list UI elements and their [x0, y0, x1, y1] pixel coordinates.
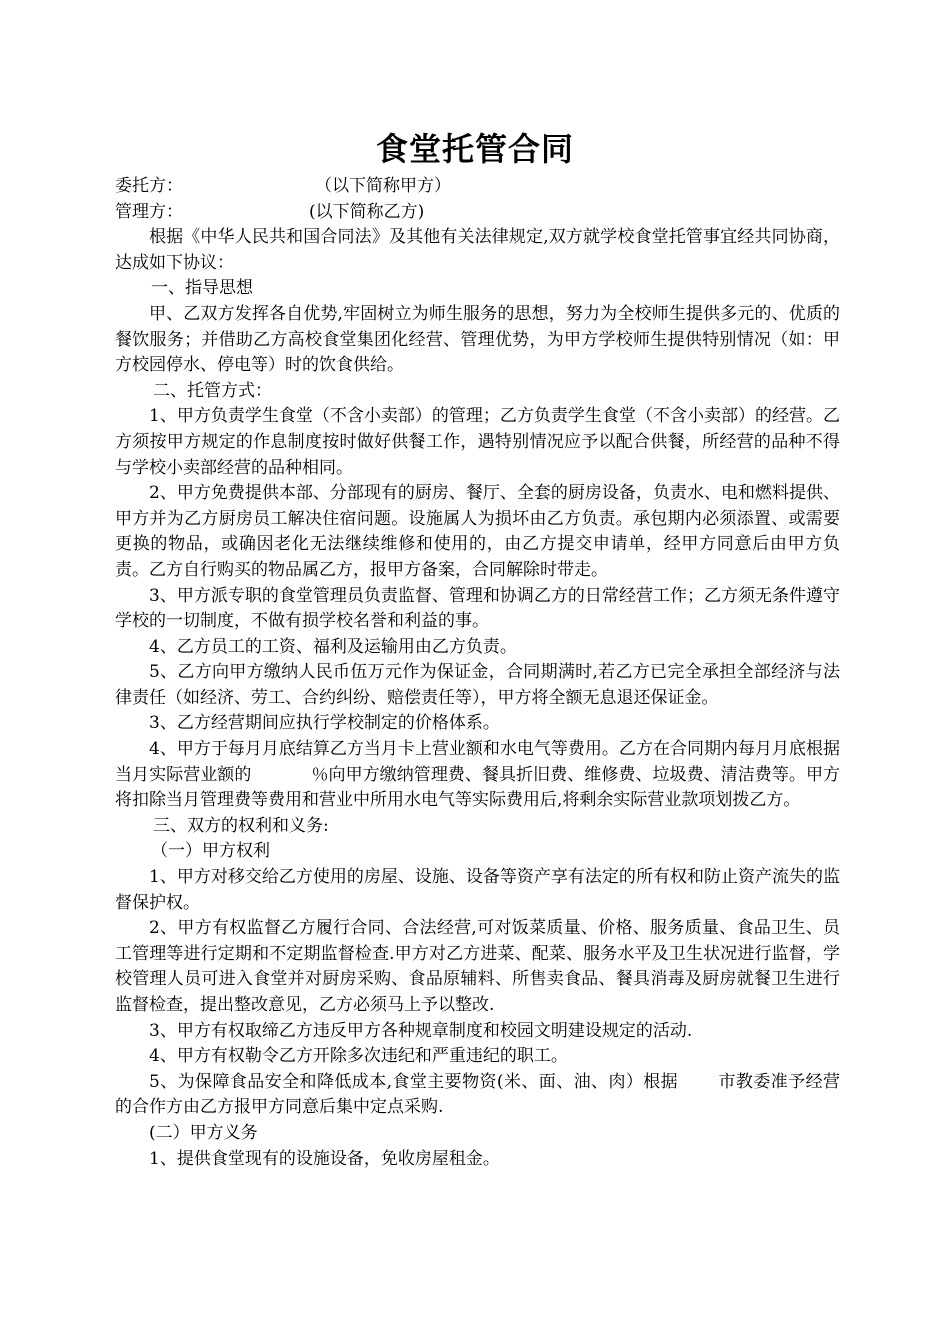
procurement-text-after: 市教委准予经营的合作方由乙方报甲方同意后集中定点采购.: [115, 1071, 841, 1118]
section2-item-fee: [115, 737, 840, 814]
section1-paragraph: 甲、乙双方发挥各自优势,牢固树立为师生服务的思想，努力为全校师生提供多元的、优质的餐饮服务；并借助乙方高校食堂集团化经营、管理优势，为甲方学校师生提供特别情况（如：甲方校园停水、停电等）时的饮食供给。: [115, 303, 840, 376]
obligations-item: 1、提供食堂现有的设施设备，免收房屋租金。: [149, 1148, 500, 1169]
party-b-line: [115, 200, 840, 226]
fee-text-after: ％向甲方缴纳管理费、餐具折旧费、维修费、垃圾费、清洁费等。甲方将扣除当月管理费等费用和营业中所用水电气等实际费用后,将剩余实际营业款项划拨乙方。: [115, 764, 841, 811]
rights-item: 4、甲方有权勒令乙方开除多次违纪和严重违纪的职工。: [149, 1046, 568, 1067]
section3-sub1-heading: （一）甲方权利: [151, 841, 270, 862]
party-a-line: [115, 174, 840, 200]
fee-text-before: 4、甲方于每月月底结算乙方当月卡上营业额和水电气等费用。乙方在合同期内每月月底根据当月实际营业额的: [115, 739, 840, 785]
section2-item: 1、甲方负责学生食堂（不含小卖部）的管理；乙方负责学生食堂（不含小卖部）的经营。乙方须按甲方规定的作息制度按时做好供餐工作，遇特别情况应予以配合供餐，所经营的品种不得与学校小卖部经营的品种相同。: [115, 406, 840, 478]
procurement-text-before: 5、为保障食品安全和降低成本,食堂主要物资(米、面、油、肉）根据: [149, 1071, 679, 1092]
section3-heading: 三、双方的权利和义务:: [153, 815, 329, 836]
preamble-paragraph: 根据《中华人民共和国合同法》及其他有关法律规定,双方就学校食堂托管事宜经共同协商，达成如下协议：: [115, 227, 840, 273]
section2-item: 4、乙方员工的工资、福利及运输用由乙方负责。: [149, 636, 517, 657]
section2-heading: 二、托管方式：: [153, 380, 272, 401]
party-b-label: 管理方：: [115, 201, 183, 222]
party-a-label: 委托方：: [115, 176, 183, 196]
rights-item: 3、甲方有权取缔乙方违反甲方各种规章制度和校园文明建设规定的活动.: [149, 1020, 693, 1041]
party-b-note: (以下简称乙方): [309, 201, 425, 222]
section2-item: 3、甲方派专职的食堂管理员负责监督、管理和协调乙方的日常经营工作；乙方须无条件遵守学校的一切制度，不做有损学校名誉和利益的事。: [115, 585, 840, 632]
rights-item-procurement: [115, 1070, 840, 1121]
section2-item: 3、乙方经营期间应执行学校制定的价格体系。: [149, 713, 500, 734]
section1-heading: 一、指导思想: [151, 278, 253, 299]
section3-sub2-heading: (二）甲方义务: [149, 1122, 258, 1143]
section2-item: 2、甲方免费提供本部、分部现有的厨房、餐厅、全套的厨房设备，负责水、电和燃料提供、甲方并为乙方厨房员工解决住宿问题。设施属人为损坏由乙方负责。承包期内必须添置、或需要更换的物品，或确因老化无法继续维修和使用的，由乙方提交申请单，经甲方同意后由甲方负责。乙方自行购买的物品属乙方，报甲方备案，合同解除时带走。: [115, 483, 840, 580]
section2-item: 5、乙方向甲方缴纳人民币伍万元作为保证金，合同期满时,若乙方已完全承担全部经济与法律责任（如经济、劳工、合约纠纷、赔偿责任等），甲方将全额无息退还保证金。: [115, 662, 840, 708]
document-title: 食堂托管合同: [375, 130, 574, 168]
rights-item: 2、甲方有权监督乙方履行合同、合法经营,可对饭菜质量、价格、服务质量、食品卫生、员工管理等进行定期和不定期监督检查.甲方对乙方进菜、配菜、服务水平及卫生状况进行监督，学校管理人员可进入食堂并对厨房采购、食品原辅料、所售卖食品、餐具消毒及厨房就餐卫生进行监督检查，提出整改意见，乙方必须马上予以整改.: [115, 918, 840, 1015]
party-a-note: （以下简称甲方）: [315, 176, 451, 196]
document-body: [115, 174, 840, 1172]
rights-item: 1、甲方对移交给乙方使用的房屋、设施、设备等资产享有法定的所有权和防止资产流失的监督保护权。: [115, 867, 840, 913]
